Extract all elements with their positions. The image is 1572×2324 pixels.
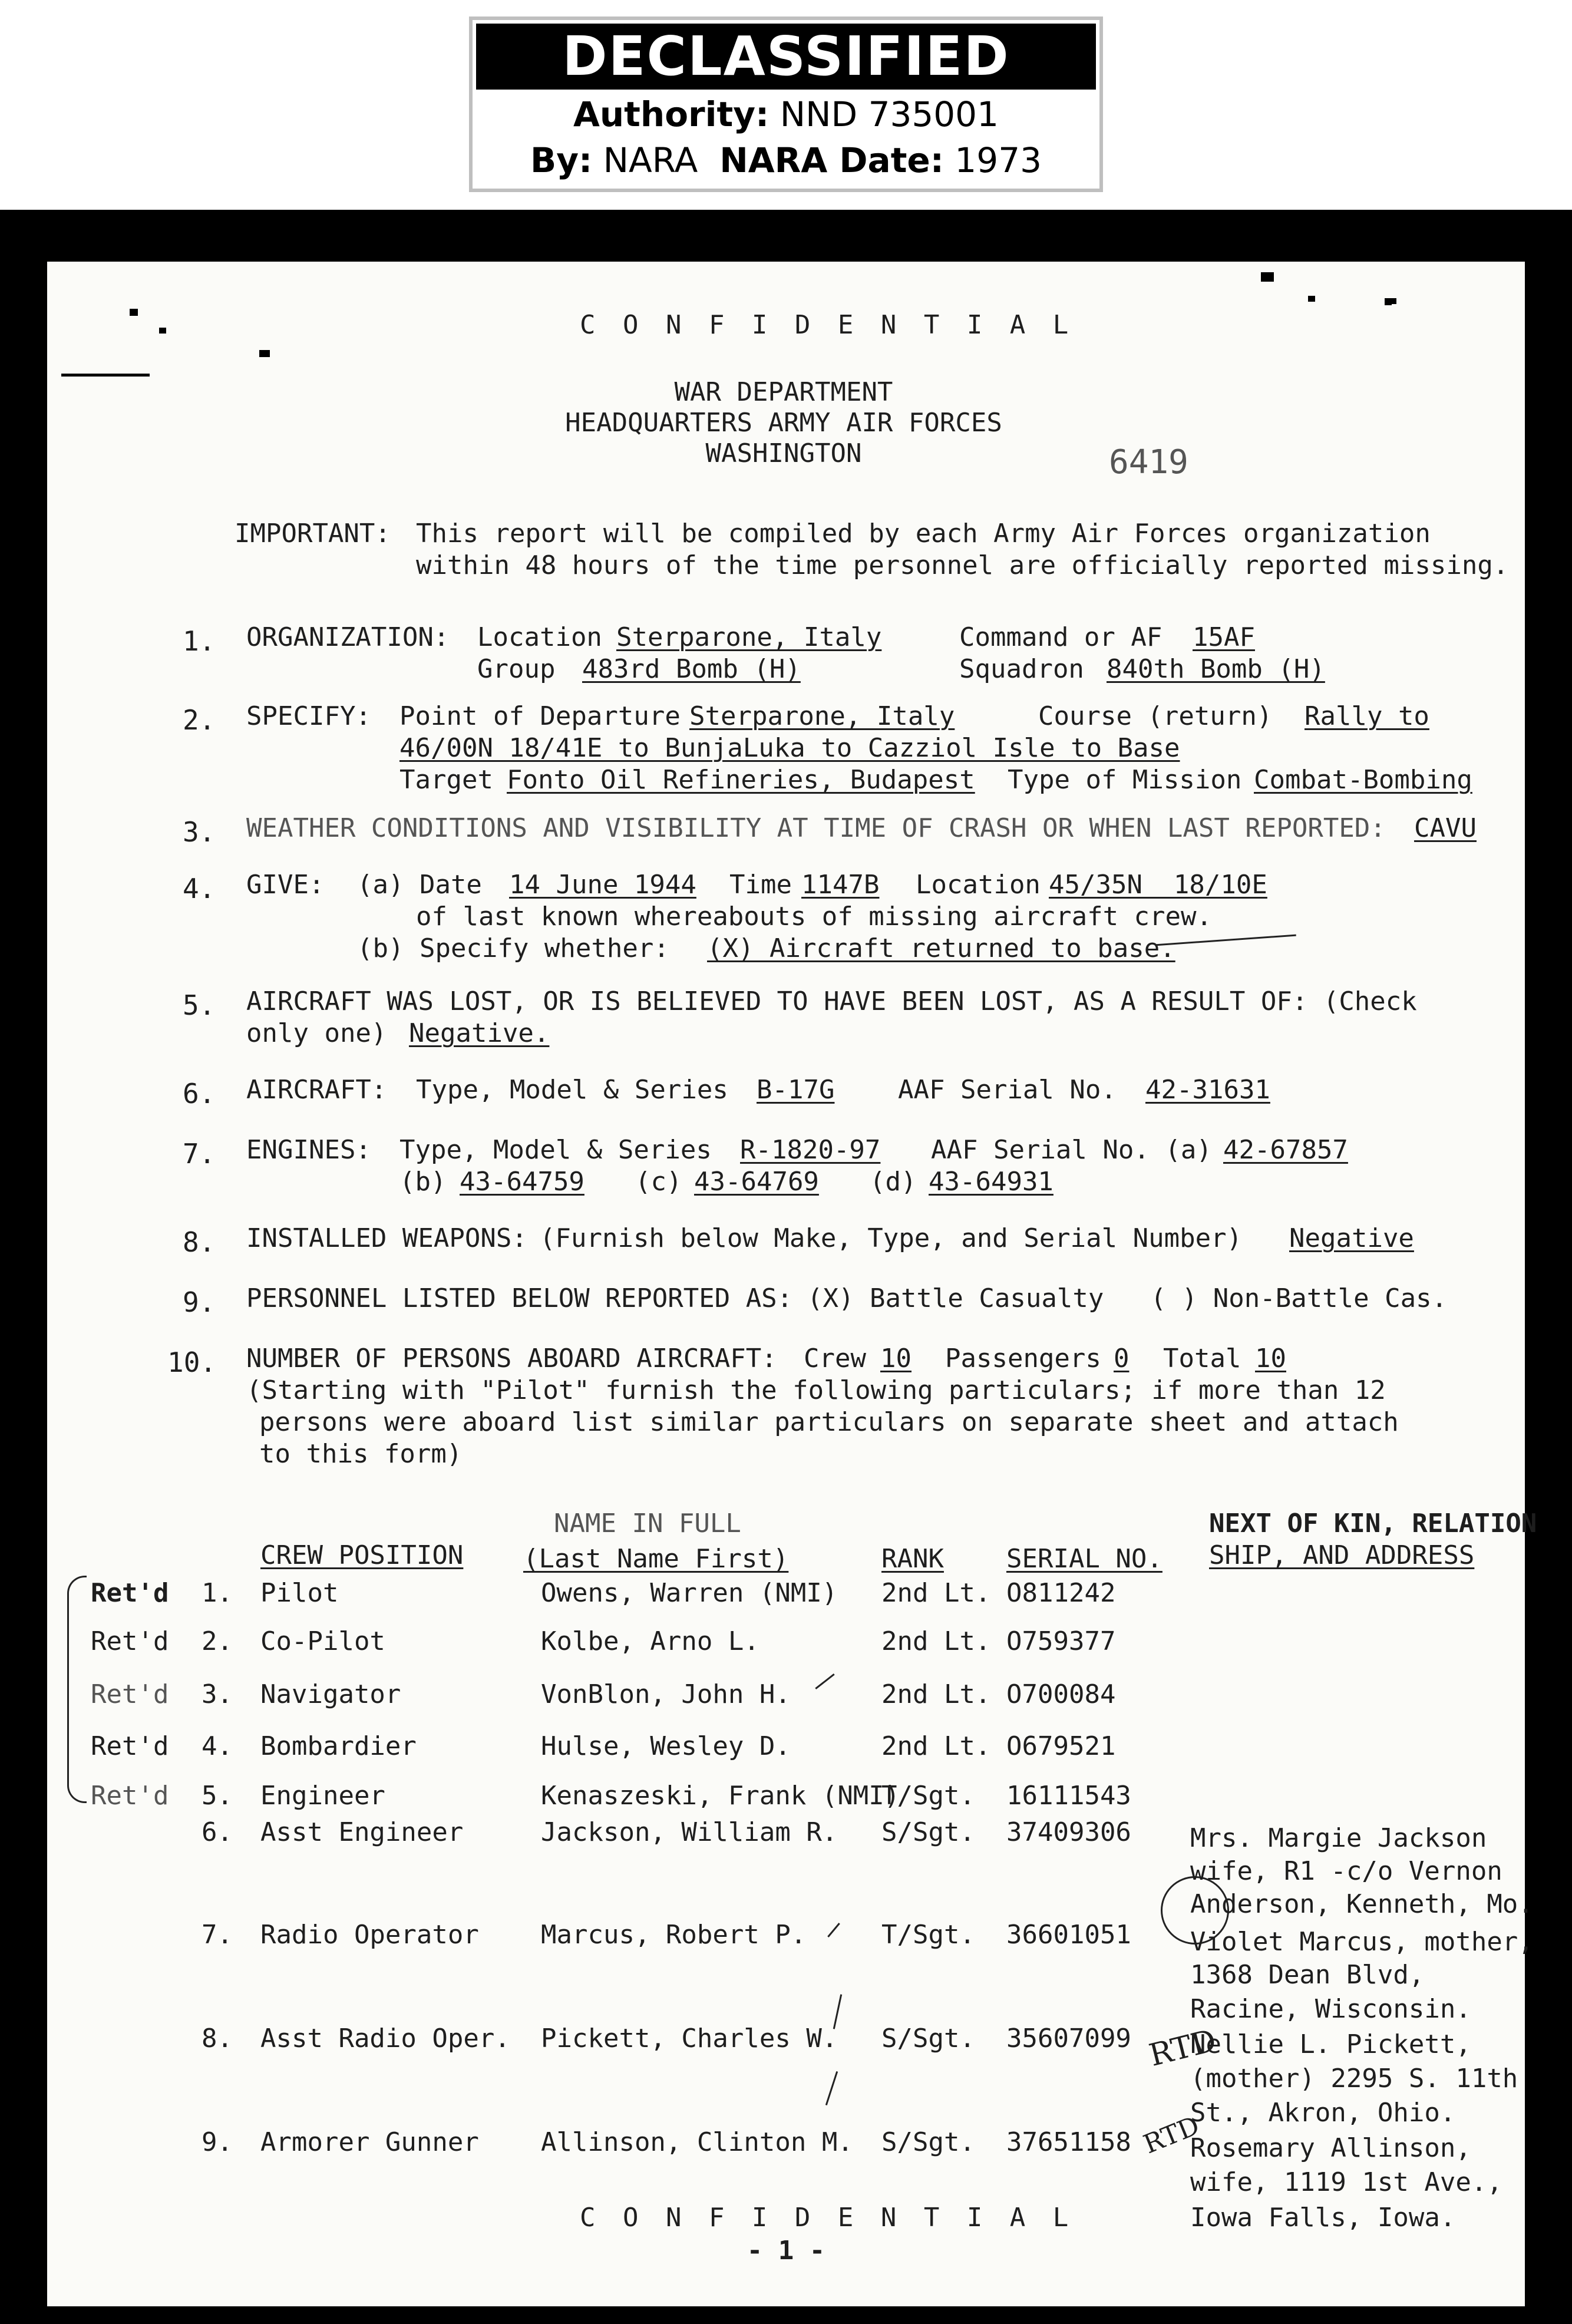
- table-row: [47, 1626, 1520, 1659]
- report-number: 6419: [1109, 443, 1188, 481]
- crew-serial: 37409306: [1006, 1817, 1131, 1847]
- lost-value: Negative.: [409, 1018, 550, 1048]
- personnel-text: (X) Battle Casualty ( ) Non-Battle Cas.: [807, 1283, 1448, 1313]
- crew-num: 2.: [202, 1626, 233, 1656]
- stamp-authority-label: Authority:: [573, 94, 770, 134]
- specify-label: SPECIFY:: [246, 701, 371, 731]
- col-name-header-2: (Last Name First): [523, 1544, 789, 1574]
- organization-label: ORGANIZATION:: [246, 622, 450, 652]
- crew-serial: 37651158: [1006, 2127, 1131, 2157]
- engine-b-label: (b): [399, 1167, 447, 1197]
- persons-line-3: persons were aboard list similar particulars on separate sheet and attach: [259, 1407, 1399, 1437]
- col-serial-header: SERIAL NO.: [1006, 1544, 1163, 1574]
- crew-status: Ret'd: [91, 1731, 169, 1761]
- course-label: Course (return): [1038, 701, 1273, 731]
- give-location-value: 45/35N 18/10E: [1049, 870, 1267, 900]
- crew-num: 8.: [202, 2023, 233, 2054]
- weapons-value: Negative: [1289, 1223, 1414, 1253]
- crew-status: Ret'd: [91, 1679, 169, 1709]
- kin-line: Iowa Falls, Iowa.: [1190, 2203, 1456, 2233]
- kin-line: Violet Marcus, mother,: [1190, 1927, 1534, 1957]
- item-1-number-text: 1.: [183, 625, 216, 657]
- aircraft-serial-label: AAF Serial No.: [898, 1075, 1117, 1105]
- engine-d-label: (d): [870, 1167, 917, 1197]
- departure-label: Point of Departure: [399, 701, 681, 731]
- engine-a-serial: 42-67857: [1223, 1135, 1348, 1165]
- passengers-label: Passengers: [945, 1343, 1101, 1374]
- kin-line: 1368 Dean Blvd,: [1190, 1960, 1425, 1990]
- crew-num: 9.: [202, 2127, 233, 2157]
- give-time-label: Time: [729, 870, 792, 900]
- persons-line-4: to this form): [259, 1439, 463, 1469]
- persons-label: NUMBER OF PERSONS ABOARD AIRCRAFT:: [246, 1343, 777, 1374]
- stamp-date-value: 1973: [955, 140, 1042, 180]
- persons-line-2: (Starting with "Pilot" furnish the following particulars; if more than 12: [246, 1375, 1386, 1405]
- group-value: 483rd Bomb (H): [582, 654, 801, 684]
- kin-line: wife, 1119 1st Ave.,: [1190, 2167, 1502, 2197]
- engines-type-value: R-1820-97: [740, 1135, 881, 1165]
- crew-rank: 2nd Lt.: [881, 1679, 991, 1709]
- kin-line: Racine, Wisconsin.: [1190, 1994, 1471, 2024]
- personnel-label: PERSONNEL LISTED BELOW REPORTED AS:: [246, 1283, 793, 1313]
- crew-name: Kenaszeski, Frank (NMI): [541, 1781, 900, 1811]
- col-name-header-1: NAME IN FULL: [554, 1508, 741, 1539]
- kin-line: St., Akron, Ohio.: [1190, 2098, 1456, 2128]
- item-5-number: 5.: [183, 989, 216, 1021]
- crew-position: Armorer Gunner: [260, 2127, 479, 2157]
- give-a-line2: of last known whereabouts of missing aircraft crew.: [416, 902, 1213, 932]
- kin-line: wife, R1 -c/o Vernon: [1190, 1856, 1502, 1886]
- location-label: Location: [477, 622, 602, 652]
- crew-status: Ret'd: [91, 1578, 169, 1608]
- crew-num: 6.: [202, 1817, 233, 1847]
- crew-name: Kolbe, Arno L.: [541, 1626, 759, 1656]
- lost-line-2: only one): [246, 1018, 387, 1048]
- course-value-b: 46/00N 18/41E to BunjaLuka to Cazziol Isle to Base: [399, 733, 1180, 763]
- stamp-by-line: [473, 140, 1099, 180]
- stamp-date-label: NARA Date:: [719, 140, 944, 180]
- lost-line-1: AIRCRAFT WAS LOST, OR IS BELIEVED TO HAVE BEEN LOST, AS A RESULT OF: (Check: [246, 986, 1417, 1016]
- pen-stroke: [825, 2071, 838, 2105]
- col-rank-header: RANK: [881, 1544, 944, 1574]
- item-9-number: 9.: [183, 1286, 216, 1318]
- crew-rank: S/Sgt.: [881, 2023, 975, 2054]
- crew-rank: S/Sgt.: [881, 2127, 975, 2157]
- declassified-stamp: [469, 16, 1103, 192]
- crew-num: 3.: [202, 1679, 233, 1709]
- table-row: [47, 1781, 1520, 1814]
- dept-title: WAR DEPARTMENT: [674, 377, 893, 407]
- kin-line: (mother) 2295 S. 11th: [1190, 2064, 1518, 2094]
- item-3-number: 3.: [183, 816, 216, 848]
- give-label: GIVE:: [246, 870, 325, 900]
- weapons-label: INSTALLED WEAPONS:: [246, 1223, 527, 1253]
- engine-c-serial: 43-64769: [694, 1167, 819, 1197]
- item-8-number: 8.: [183, 1226, 216, 1258]
- give-b-label: (b) Specify whether:: [357, 933, 669, 963]
- command-label: Command or AF: [959, 622, 1163, 652]
- kin-line: Rosemary Allinson,: [1190, 2133, 1471, 2163]
- crew-rank: T/Sgt.: [881, 1920, 975, 1950]
- kin-line: Mrs. Margie Jackson: [1190, 1823, 1487, 1853]
- engine-c-label: (c): [635, 1167, 682, 1197]
- crew-serial: O700084: [1006, 1679, 1116, 1709]
- crew-name: Pickett, Charles W.: [541, 2023, 838, 2054]
- crew-position: Navigator: [260, 1679, 401, 1709]
- important-line-2: within 48 hours of the time personnel are officially reported missing.: [416, 550, 1509, 580]
- classification-bottom: C O N F I D E N T I A L: [580, 2203, 1075, 2233]
- scanned-document: [0, 210, 1572, 2324]
- squadron-value: 840th Bomb (H): [1107, 654, 1325, 684]
- engine-d-serial: 43-64931: [929, 1167, 1053, 1197]
- crew-serial: 36601051: [1006, 1920, 1131, 1950]
- crew-position: Co-Pilot: [260, 1626, 385, 1656]
- crew-serial: O811242: [1006, 1578, 1116, 1608]
- crew-count: 10: [880, 1343, 912, 1374]
- stamp-title: DECLASSIFIED: [476, 24, 1096, 90]
- kin-line: Anderson, Kenneth, Mo.: [1190, 1889, 1534, 1919]
- crew-position: Engineer: [260, 1781, 385, 1811]
- engines-type-label: Type, Model & Series: [399, 1135, 712, 1165]
- stamp-authority-line: [473, 94, 1099, 134]
- scan-speck: [1308, 296, 1315, 302]
- scan-speck: [159, 328, 166, 334]
- crew-position: Asst Radio Oper.: [260, 2023, 510, 2054]
- item-4-number: 4.: [183, 873, 216, 904]
- scan-speck: [61, 374, 150, 377]
- stamp-by-label: By:: [530, 140, 593, 180]
- give-location-label: Location: [916, 870, 1041, 900]
- pen-stroke: [1155, 935, 1296, 946]
- crew-name: Marcus, Robert P.: [541, 1920, 807, 1950]
- passengers-count: 0: [1114, 1343, 1130, 1374]
- stamp-authority-value: NND 735001: [780, 94, 999, 134]
- engines-label: ENGINES:: [246, 1135, 371, 1165]
- important-label: IMPORTANT:: [235, 519, 391, 549]
- departure-value: Sterparone, Italy: [689, 701, 955, 731]
- important-line-1: This report will be compiled by each Army Air Forces organization: [416, 519, 1431, 549]
- target-label: Target: [399, 765, 493, 795]
- table-row: [47, 1578, 1520, 1611]
- page-number: - 1 -: [747, 2236, 825, 2266]
- aircraft-label: AIRCRAFT:: [246, 1075, 387, 1105]
- table-row: [47, 1731, 1520, 1764]
- scan-speck: [259, 350, 270, 357]
- give-b-value: (X) Aircraft returned to base.: [707, 933, 1175, 963]
- crew-rank: S/Sgt.: [881, 1817, 975, 1847]
- weather-label: WEATHER CONDITIONS AND VISIBILITY AT TIME OF CRASH OR WHEN LAST REPORTED:: [246, 813, 1386, 843]
- give-date-label: (a) Date: [357, 870, 482, 900]
- classification-top: C O N F I D E N T I A L: [580, 310, 1075, 340]
- rtd-annotation: RTD: [1145, 2023, 1220, 2074]
- scan-speck: [130, 309, 138, 316]
- crew-serial: 16111543: [1006, 1781, 1131, 1811]
- item-2-number: 2.: [183, 704, 216, 736]
- crew-position: Radio Operator: [260, 1920, 479, 1950]
- crew-name: Owens, Warren (NMI): [541, 1578, 838, 1608]
- group-label: Group: [477, 654, 556, 684]
- table-row: [47, 1679, 1520, 1712]
- engine-b-serial: 43-64759: [460, 1167, 584, 1197]
- item-10-number: 10.: [167, 1346, 217, 1378]
- location-value: Sterparone, Italy: [616, 622, 882, 652]
- give-date-value: 14 June 1944: [509, 870, 696, 900]
- document-page: [47, 262, 1537, 2306]
- crew-rank: 2nd Lt.: [881, 1731, 991, 1761]
- item-7-number: 7.: [183, 1138, 216, 1170]
- kin-line: Nellie L. Pickett,: [1190, 2029, 1471, 2059]
- crew-rank: T/Sgt.: [881, 1781, 975, 1811]
- engines-serial-label: AAF Serial No. (a): [931, 1135, 1212, 1165]
- hq-title: HEADQUARTERS ARMY AIR FORCES: [565, 408, 1002, 438]
- total-count: 10: [1255, 1343, 1286, 1374]
- crew-position: Bombardier: [260, 1731, 417, 1761]
- command-value: 15AF: [1193, 622, 1255, 652]
- stamp-by-value: NARA: [603, 140, 698, 180]
- item-6-number: 6.: [183, 1078, 216, 1110]
- target-value: Fonto Oil Refineries, Budapest: [507, 765, 975, 795]
- crew-rank: 2nd Lt.: [881, 1626, 991, 1656]
- crew-serial: 35607099: [1006, 2023, 1131, 2054]
- total-label: Total: [1163, 1343, 1241, 1374]
- crew-num: 4.: [202, 1731, 233, 1761]
- course-value-a: Rally to: [1305, 701, 1429, 731]
- crew-position: Pilot: [260, 1578, 339, 1608]
- crew-rank: 2nd Lt.: [881, 1578, 991, 1608]
- crew-status: Ret'd: [91, 1626, 169, 1656]
- aircraft-serial-value: 42-31631: [1145, 1075, 1270, 1105]
- crew-num: 1.: [202, 1578, 233, 1608]
- give-time-value: 1147B: [801, 870, 880, 900]
- aircraft-type-label: Type, Model & Series: [416, 1075, 728, 1105]
- col-kin-header-2: SHIP, AND ADDRESS: [1209, 1540, 1475, 1570]
- scan-speck: [1391, 298, 1396, 304]
- crew-name: Hulse, Wesley D.: [541, 1731, 791, 1761]
- crew-label: Crew: [804, 1343, 866, 1374]
- aircraft-type-value: B-17G: [757, 1075, 835, 1105]
- crew-serial: O759377: [1006, 1626, 1116, 1656]
- mission-label: Type of Mission: [1008, 765, 1242, 795]
- crew-serial: O679521: [1006, 1731, 1116, 1761]
- col-position-header: CREW POSITION: [260, 1540, 464, 1570]
- col-kin-header-1: NEXT OF KIN, RELATION: [1209, 1508, 1537, 1539]
- crew-name: Allinson, Clinton M.: [541, 2127, 853, 2157]
- scan-speck: [1261, 272, 1274, 282]
- crew-name: Jackson, William R.: [541, 1817, 838, 1847]
- crew-num: 7.: [202, 1920, 233, 1950]
- crew-name: VonBlon, John H.: [541, 1679, 791, 1709]
- weather-value: CAVU: [1414, 813, 1477, 843]
- crew-status: Ret'd: [91, 1781, 169, 1811]
- weapons-text: (Furnish below Make, Type, and Serial Number): [540, 1223, 1243, 1253]
- crew-num: 5.: [202, 1781, 233, 1811]
- city-title: WASHINGTON: [705, 438, 862, 468]
- mission-value: Combat-Bombing: [1254, 765, 1472, 795]
- crew-position: Asst Engineer: [260, 1817, 464, 1847]
- rtd-annotation: RTD: [1139, 2110, 1204, 2160]
- squadron-label: Squadron: [959, 654, 1084, 684]
